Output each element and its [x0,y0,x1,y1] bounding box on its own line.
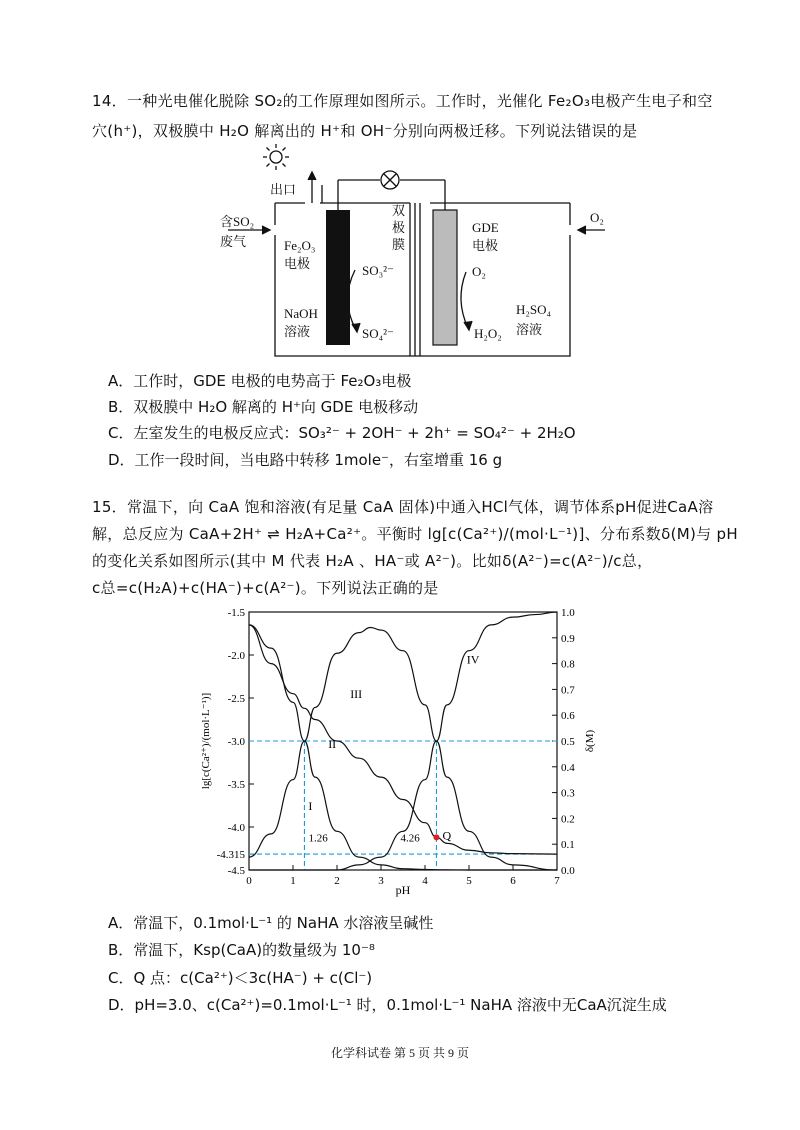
gde-label-1: GDE [472,220,499,235]
q14-electrolysis-diagram [200,140,604,365]
fe2o3-electrode [326,210,350,345]
page-footer: 化学科试卷 第 5 页 共 9 页 [330,1046,469,1060]
membrane-label-3: 膜 [392,237,406,252]
o2-right-label: O₂ [590,210,604,225]
annotation-pka2: 4.26 [400,832,420,845]
y-right-tick-label: 0.5 [561,736,575,748]
annotation-pka1: 1.26 [308,832,328,845]
x-tick-label: 2 [334,875,340,887]
outlet-label: 出口 [270,182,297,197]
y-right-tick-label: 0.6 [561,710,575,723]
q15-option-c: C．Q 点：c(Ca²⁺)＜3c(HA⁻) + c(Cl⁻) [108,969,373,987]
x-tick-label: 4 [422,875,428,887]
q14-option-a: A．工作时，GDE 电极的电势高于 Fe₂O₃电极 [108,372,412,390]
membrane-label-2: 极 [392,220,406,235]
q14-option-b: B．双极膜中 H₂O 解离的 H⁺向 GDE 电极移动 [108,398,419,416]
y-left-axis-label: lg[c(Ca²⁺)/(mol·L⁻¹)] [200,692,212,790]
y-right-tick-label: 0.3 [561,787,575,800]
membrane-label-1: 双 [392,203,406,218]
y-left-tick-label: -3.5 [227,779,245,791]
series-line-II [249,625,557,854]
q15-chart [180,600,600,895]
y-right-tick-label: 0.2 [561,813,575,826]
x-tick-label: 1 [290,875,296,887]
y-right-axis-label: δ(M) [584,729,596,753]
series-label-III: III [350,687,363,701]
y-left-tick-label: -3.0 [227,736,245,748]
y-right-tick-label: 0.1 [561,839,575,852]
y-left-tick-label: -4.315 [216,849,245,862]
y-right-tick-label: 0.8 [561,658,575,671]
o2-in-label: O₂ [472,264,486,279]
x-tick-label: 6 [510,875,516,887]
point-q-label: Q [442,828,452,843]
y-right-tick-label: 0.9 [561,632,575,645]
series-label-IV: IV [466,652,480,667]
q15-stem-line3: 的变化关系如图所示(其中 M 代表 H₂A 、HA⁻或 A²⁻)。比如δ(A²⁻)=c(A²⁻)/c总， [92,552,653,570]
x-axis-label: pH [395,883,411,897]
y-left-tick-label: -4.0 [227,822,245,834]
h2o2-label: H₂O₂ [474,326,502,341]
y-left-tick-label: -2.5 [227,693,245,705]
q14-stem-line2: 穴(h⁺)，双极膜中 H₂O 解离出的 H⁺和 OH⁻分别向两极迁移。下列说法错误的是 [92,122,638,140]
gde-electrode [433,210,457,345]
gde-label-2: 电极 [472,238,499,253]
x-tick-label: 7 [554,875,560,887]
tank-outline [275,235,570,356]
y-left-tick-label: -4.5 [227,865,245,877]
x-tick-label: 3 [378,875,384,887]
y-right-tick-label: 1.0 [561,607,575,619]
inlet-label-1: 含SO₂ [220,214,255,229]
x-tick-label: 5 [466,875,472,887]
q15-stem-line1: 15．常温下，向 CaA 饱和溶液(有足量 CaA 固体)中通入HCl气体，调节体系pH促进CaA溶 [92,498,714,516]
inlet-label-2: 废气 [220,234,247,249]
q14-option-d: D．工作一段时间，当电路中转移 1mole⁻，右室增重 16 g [108,451,503,469]
fe-electrode-label-1: Fe₂O₃ [284,238,316,253]
point-q-marker [433,834,439,840]
h2so4-label-1: H₂SO₄ [516,302,552,317]
q14-option-c: C．左室发生的电极反应式：SO₃²⁻ + 2OH⁻ + 2h⁺ = SO₄²⁻ + 2H₂O [108,424,576,442]
sun-icon [263,144,289,170]
naoh-label-1: NaOH [284,306,318,321]
h2so4-label-2: 溶液 [516,322,543,337]
so4-label: SO₄²⁻ [362,326,394,341]
series-label-I: I [308,798,313,813]
lamp-icon [381,171,399,189]
q15-option-a: A．常温下，0.1mol·L⁻¹ 的 NaHA 水溶液呈碱性 [108,914,434,932]
y-left-tick-label: -2.0 [227,650,245,662]
q14-stem-line1: 14．一种光电催化脱除 SO₂的工作原理如图所示。工作时，光催化 Fe₂O₃电极产生电子和空 [92,92,713,110]
naoh-label-2: 溶液 [284,324,311,339]
fe-electrode-label-2: 电极 [284,256,311,271]
q15-option-b: B．常温下，Ksp(CaA)的数量级为 10⁻⁸ [108,941,375,959]
y-right-tick-label: 0.0 [561,865,575,877]
q15-option-d: D．pH=3.0、c(Ca²⁺)=0.1mol·L⁻¹ 时，0.1mol·L⁻¹ NaHA 溶液中无CaA沉淀生成 [108,996,667,1014]
so3-label: SO₃²⁻ [362,263,394,278]
y-right-tick-label: 0.7 [561,684,575,697]
series-label-II: II [328,736,337,751]
x-tick-label: 0 [246,875,252,887]
y-right-tick-label: 0.4 [561,761,575,774]
q15-stem-line2: 解，总反应为 CaA+2H⁺ ⇌ H₂A+Ca²⁺。平衡时 lg[c(Ca²⁺)/(mol·L⁻¹)]、分布系数δ(M)与 pH [92,525,738,543]
y-left-tick-label: -1.5 [227,607,245,619]
q15-stem-line4: c总=c(H₂A)+c(HA⁻)+c(A²⁻)。下列说法正确的是 [92,579,439,597]
